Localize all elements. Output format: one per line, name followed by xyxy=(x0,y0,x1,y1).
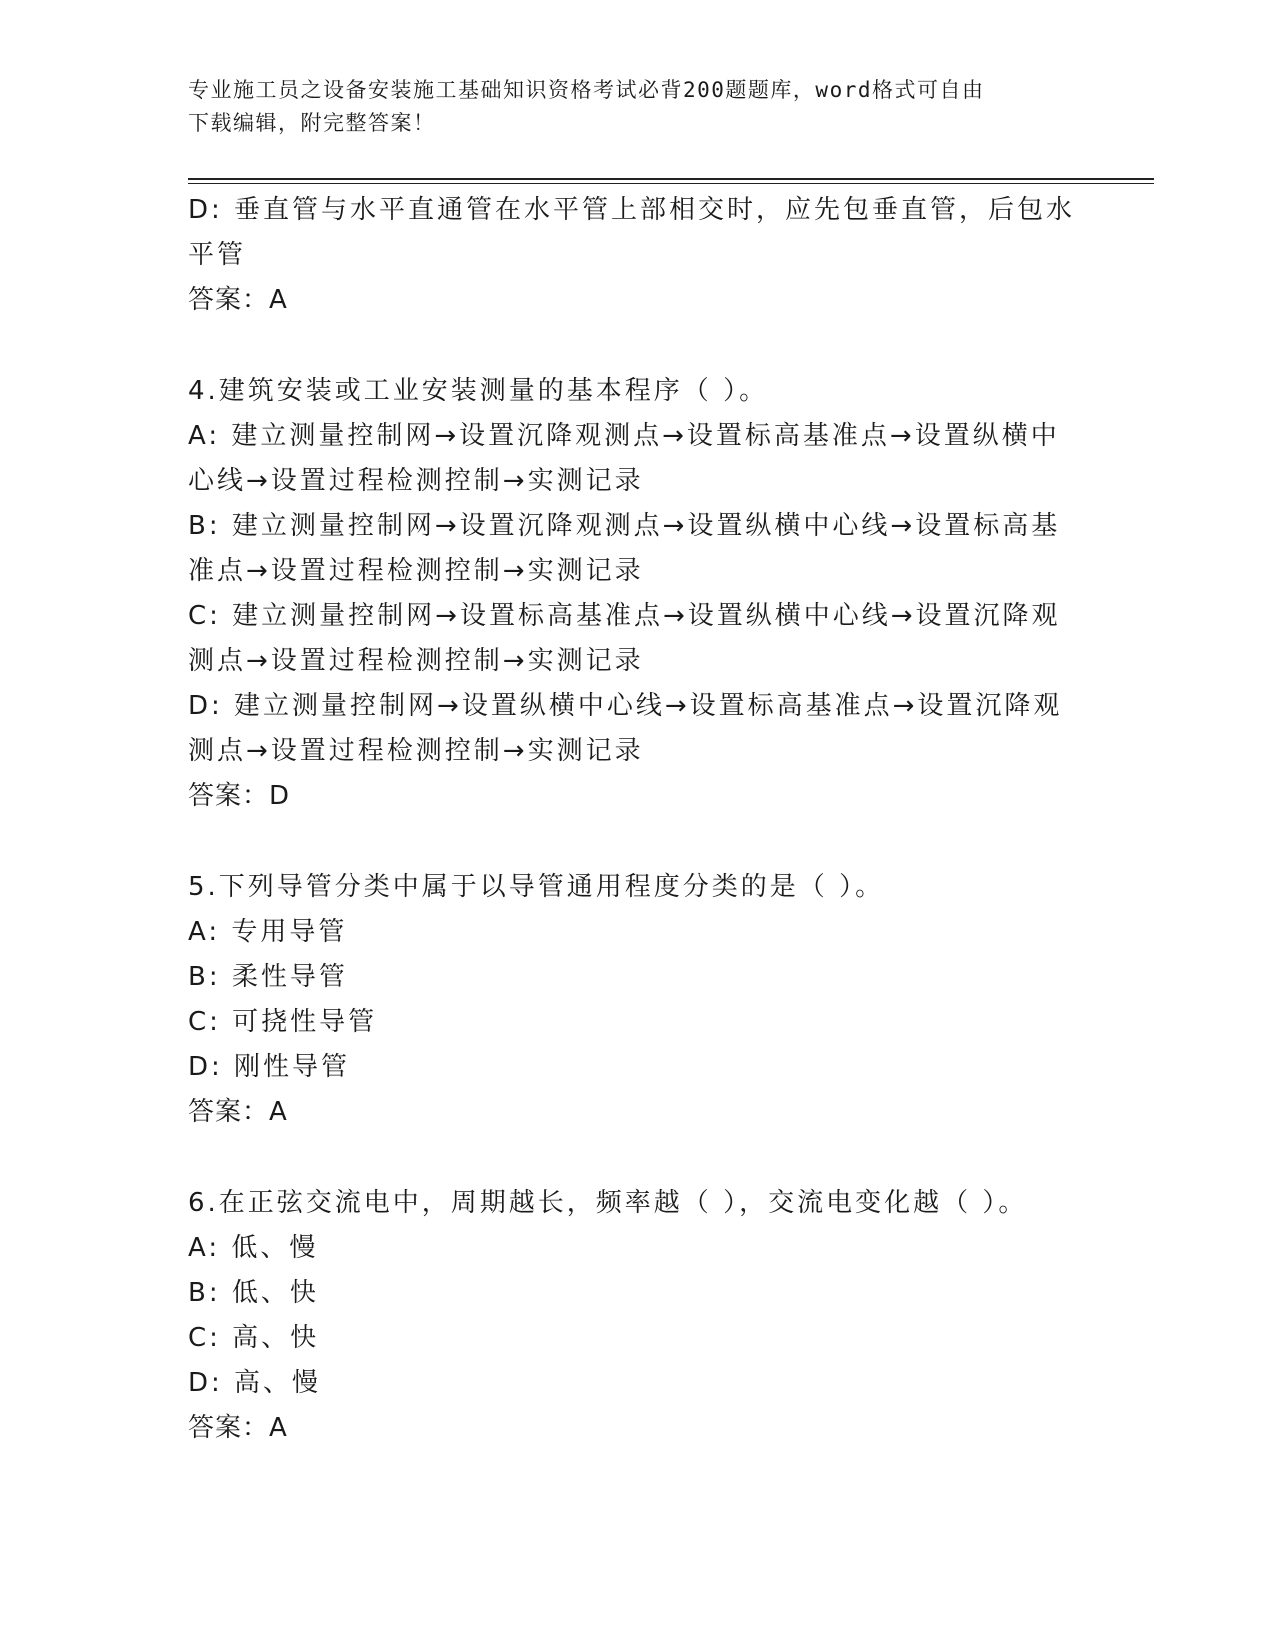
option-a-line-2: 心线→设置过程检测控制→实测记录 xyxy=(188,466,644,496)
option-a: A: 低、慢 xyxy=(188,1233,319,1263)
header-line-1: 专业施工员之设备安装施工基础知识资格考试必背200题题库，word格式可自由 xyxy=(188,78,985,102)
question-6 xyxy=(188,1181,1088,1451)
document-body xyxy=(188,188,1088,1451)
option-c-line-1: C: 建立测量控制网→设置标高基准点→设置纵横中心线→设置沉降观 xyxy=(188,601,1061,631)
answer-line: 答案：A xyxy=(188,285,288,315)
option-d: D: 高、慢 xyxy=(188,1368,322,1398)
question-stem: 6.在正弦交流电中，周期越长，频率越（ ），交流电变化越（ ）。 xyxy=(188,1188,1028,1218)
answer-line: 答案：D xyxy=(188,781,291,811)
question-stem: 5.下列导管分类中属于以导管通用程度分类的是（ ）。 xyxy=(188,872,885,902)
question-stem: 4.建筑安装或工业安装测量的基本程序（ ）。 xyxy=(188,376,769,406)
option-d-line-2: 平管 xyxy=(188,240,247,270)
option-d: D: 刚性导管 xyxy=(188,1052,351,1082)
answer-line: 答案：A xyxy=(188,1413,288,1443)
header-line-2: 下载编辑，附完整答案！ xyxy=(188,111,436,135)
option-c-line-2: 测点→设置过程检测控制→实测记录 xyxy=(188,646,644,676)
header-rule-thick xyxy=(188,178,1154,180)
option-b: B: 低、快 xyxy=(188,1278,319,1308)
question-5 xyxy=(188,865,1088,1135)
option-d-line-1: D: 垂直管与水平直通管在水平管上部相交时，应先包垂直管，后包水 xyxy=(188,195,1076,225)
question-4 xyxy=(188,369,1088,819)
option-d-line-2: 测点→设置过程检测控制→实测记录 xyxy=(188,736,644,766)
header-rule-thin xyxy=(188,183,1154,184)
option-b: B: 柔性导管 xyxy=(188,962,348,992)
option-b-line-1: B: 建立测量控制网→设置沉降观测点→设置纵横中心线→设置标高基 xyxy=(188,511,1061,541)
option-d-line-1: D: 建立测量控制网→设置纵横中心线→设置标高基准点→设置沉降观 xyxy=(188,691,1063,721)
option-c: C: 可挠性导管 xyxy=(188,1007,378,1037)
option-c: C: 高、快 xyxy=(188,1323,320,1353)
question-3-continuation xyxy=(188,188,1088,323)
option-a-line-1: A: 建立测量控制网→设置沉降观测点→设置标高基准点→设置纵横中 xyxy=(188,421,1060,451)
answer-line: 答案：A xyxy=(188,1097,288,1127)
option-a: A: 专用导管 xyxy=(188,917,348,947)
option-b-line-2: 准点→设置过程检测控制→实测记录 xyxy=(188,556,644,586)
document-header xyxy=(188,74,1068,140)
